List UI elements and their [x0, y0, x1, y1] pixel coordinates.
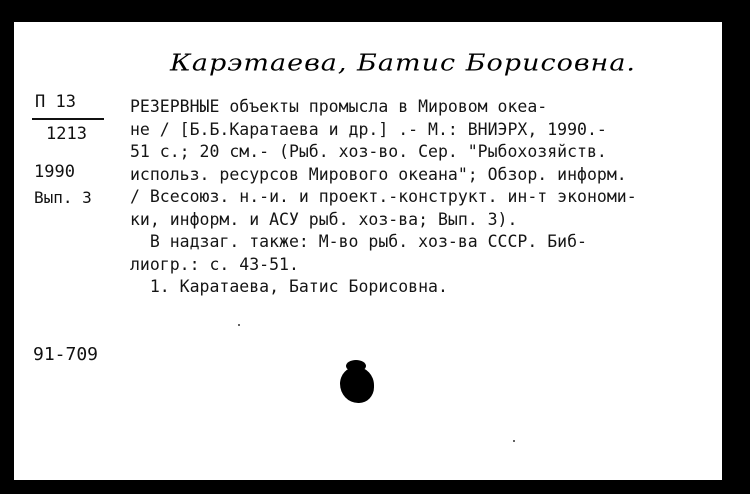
- description-line: 1. Каратаева, Батис Борисовна.: [130, 277, 448, 296]
- publication-year: 1990: [34, 162, 75, 182]
- punch-hole: [340, 367, 374, 403]
- description-line: не / [Б.Б.Каратаева и др.] .- М.: ВНИЭРХ, 1990.-: [130, 119, 607, 139]
- description-line: лиогр.: с. 43-51.: [130, 254, 299, 274]
- bibliographic-description: [130, 96, 714, 299]
- description-line: использ. ресурсов Мирового океана"; Обзор. информ.: [130, 164, 627, 184]
- issue-number: Вып. 3: [34, 188, 92, 207]
- ink-speck: [513, 440, 515, 442]
- accession-number: 91-709: [33, 344, 99, 365]
- call-number-divider: [32, 118, 104, 120]
- description-line: / Всесоюз. н.-и. и проект.-конструкт. ин-т экономи-: [130, 187, 637, 206]
- ink-speck: [238, 324, 240, 326]
- description-line: ки, информ. и АСУ рыб. хоз-ва; Вып. 3).: [130, 209, 518, 229]
- handwritten-author-heading: Карэтаева, Батис Борисовна.: [170, 50, 637, 77]
- call-number-line-1: П 13: [35, 92, 76, 112]
- call-number-line-2: 1213: [46, 124, 87, 144]
- catalog-card: [14, 22, 722, 480]
- description-line: 51 с.; 20 см.- (Рыб. хоз-во. Сер. "Рыбохозяйств.: [130, 142, 607, 161]
- description-line: РЕЗЕРВНЫЕ объекты промысла в Мировом океа-: [130, 97, 548, 116]
- description-line: В надзаг. также: М-во рыб. хоз-ва СССР. Биб-: [130, 232, 587, 251]
